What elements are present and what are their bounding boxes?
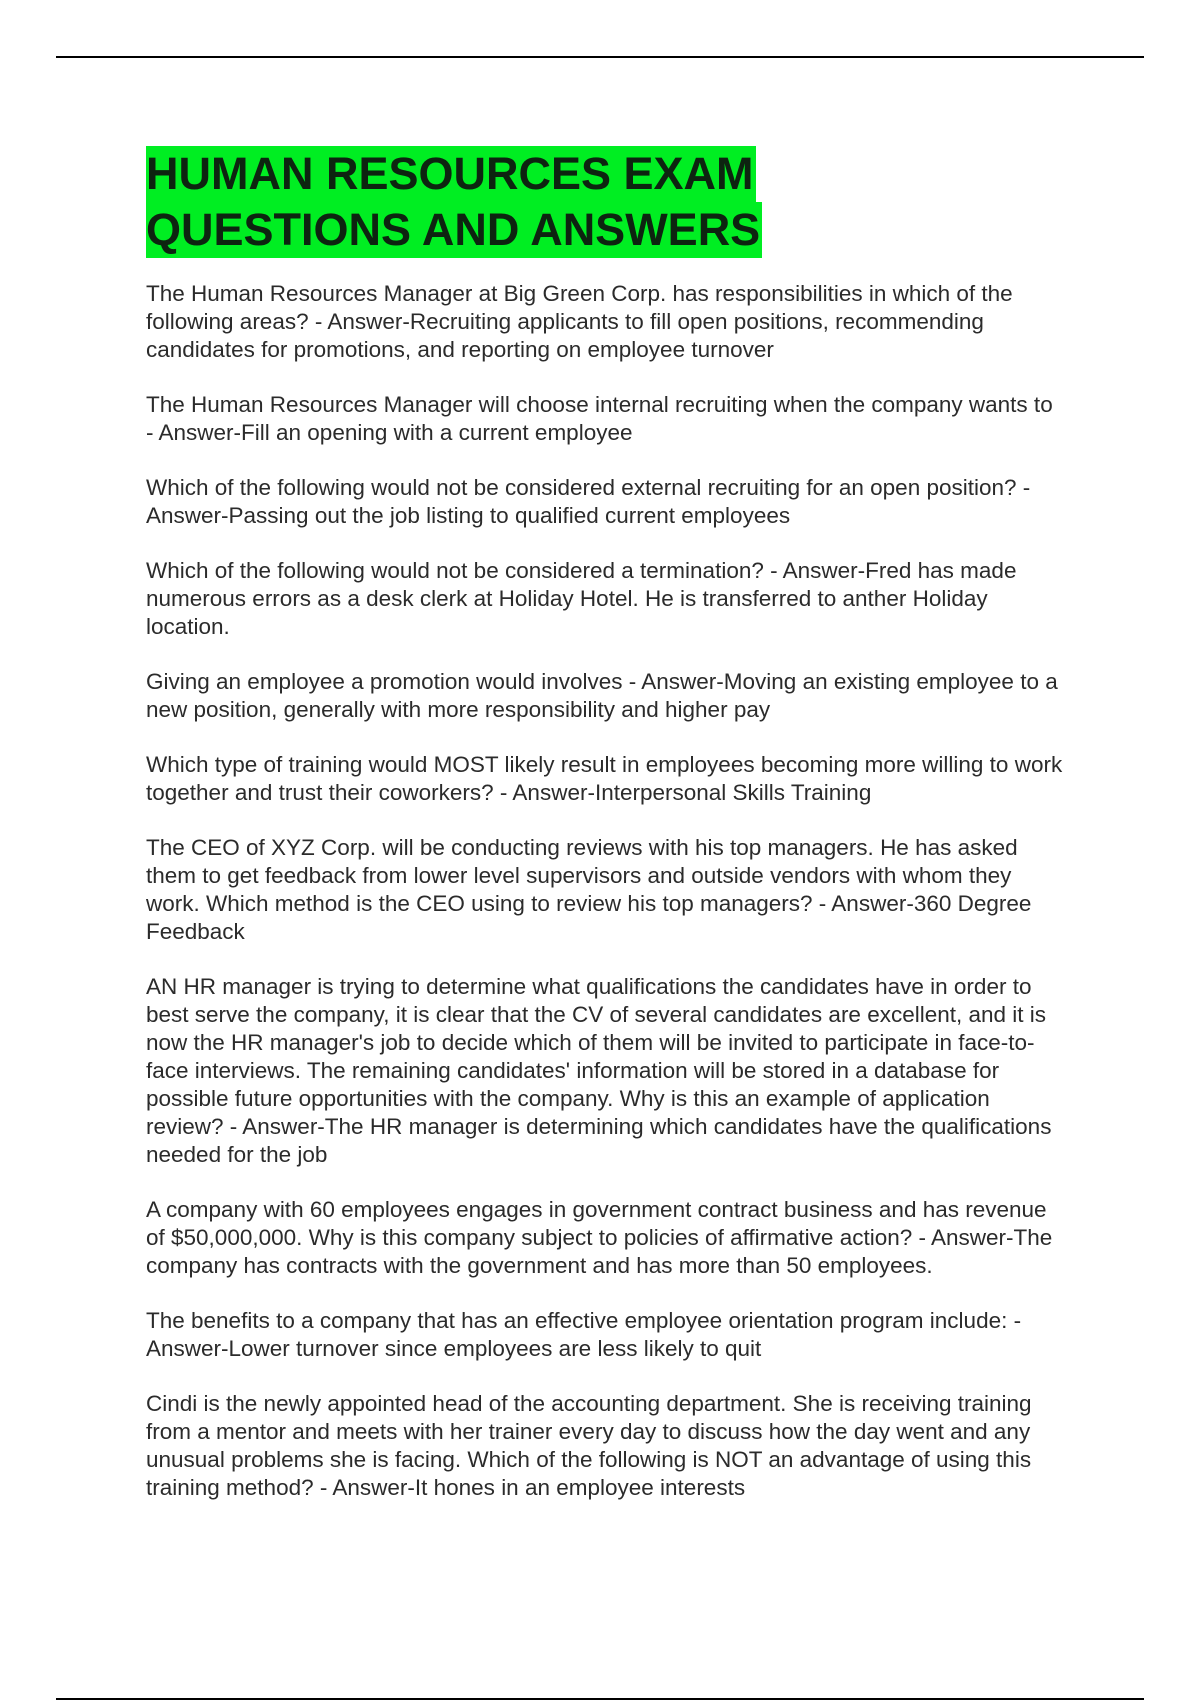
qa-item: The CEO of XYZ Corp. will be conducting reviews with his top managers. He has asked them to get feedback from lower level supervisors and outside vendors with whom they work. Which method is the CEO using to review his top managers? - Answer-360 Degree Feedback	[146, 835, 1032, 944]
top-rule	[56, 56, 1144, 58]
qa-item: Which type of training would MOST likely result in employees becoming more willing to work together and trust their coworkers? - Answer-Interpersonal Skills Training	[146, 752, 1063, 805]
title-line-1: HUMAN RESOURCES EXAM	[146, 146, 756, 202]
qa-item: Which of the following would not be considered a termination? - Answer-Fred has made numerous errors as a desk clerk at Holiday Hotel. He is transferred to anther Holiday location.	[146, 558, 1017, 639]
qa-list	[146, 280, 1066, 1502]
qa-item: Giving an employee a promotion would involves - Answer-Moving an existing employee to a new position, generally with more responsibility and higher pay	[146, 669, 1058, 722]
qa-item: AN HR manager is trying to determine what qualifications the candidates have in order to best serve the company, it is clear that the CV of several candidates are excellent, and it is now the HR manager's job to decide which of them will be invited to participate in face-to-face interviews. The remaining candidates' information will be stored in a database for possible future opportunities with the company. Why is this an example of application review? - Answer-The HR manager is determining which candidates have the qualifications needed for the job	[146, 974, 1052, 1167]
qa-item: The Human Resources Manager will choose internal recruiting when the company wants to - Answer-Fill an opening with a current employee	[146, 392, 1053, 445]
qa-item: A company with 60 employees engages in government contract business and has revenue of $50,000,000. Why is this company subject to policies of affirmative action? - Answer-The company has contracts with the government and has more than 50 employees.	[146, 1197, 1053, 1278]
qa-item: The Human Resources Manager at Big Green Corp. has responsibilities in which of the following areas? - Answer-Recruiting applicants to fill open positions, recommending candidates for promotions, and reporting on employee turnover	[146, 281, 1013, 362]
document-body	[146, 146, 1066, 1529]
qa-item: Cindi is the newly appointed head of the accounting department. She is receiving training from a mentor and meets with her trainer every day to discuss how the day went and any unusual problems she is facing. Which of the following is NOT an advantage of using this training method? - Answer-It hones in an employee interests	[146, 1391, 1032, 1500]
document-title	[146, 146, 1066, 258]
qa-item: The benefits to a company that has an effective employee orientation program include: - Answer-Lower turnover since employees are less likely to quit	[146, 1308, 1022, 1361]
qa-item: Which of the following would not be considered external recruiting for an open position? - Answer-Passing out the job listing to qualified current employees	[146, 475, 1031, 528]
title-line-2: QUESTIONS AND ANSWERS	[146, 202, 762, 258]
